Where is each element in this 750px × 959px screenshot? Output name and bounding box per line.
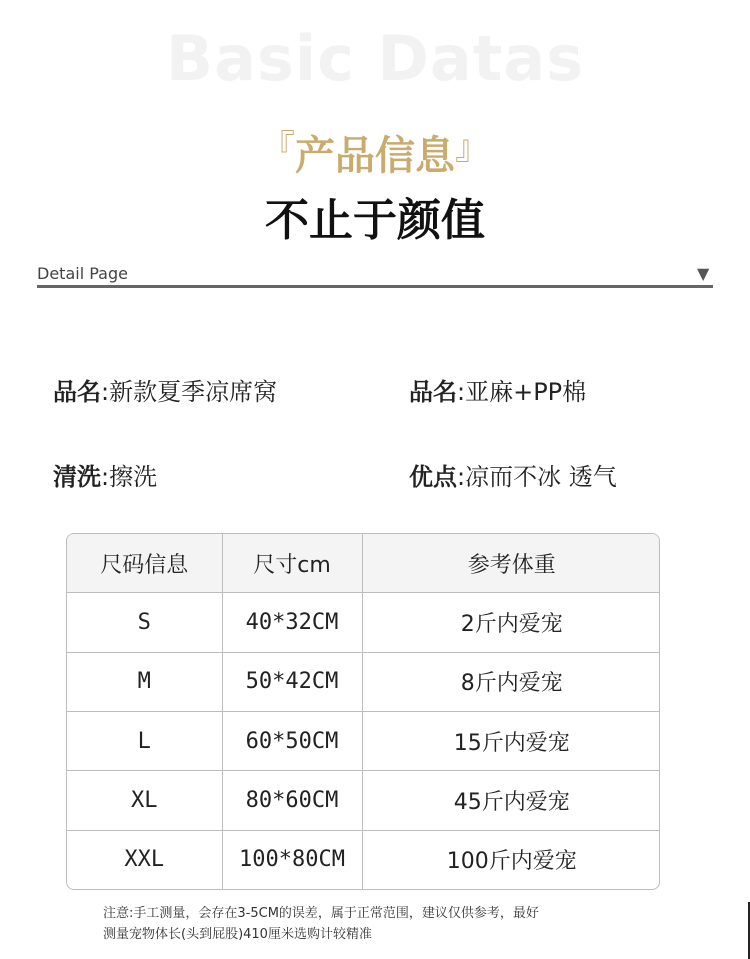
cell-dimensions: 50*42CM [222, 652, 362, 711]
section-title [0, 120, 750, 181]
info-sep: : [101, 378, 110, 406]
title-bracket-open: 『 [261, 128, 295, 168]
info-key: 优点 [409, 463, 457, 491]
table-row [67, 593, 660, 652]
cell-dimensions: 60*50CM [222, 711, 362, 770]
info-key: 清洗 [53, 463, 101, 491]
measurement-note [103, 903, 663, 945]
info-material [409, 372, 586, 407]
info-key: 品名 [409, 378, 457, 406]
cell-weight: 100斤内爱宠 [362, 830, 660, 889]
cell-weight: 15斤内爱宠 [362, 711, 660, 770]
cell-size: XL [67, 771, 222, 830]
table-row [67, 830, 660, 889]
info-advantage [409, 457, 617, 492]
info-value: 亚麻+PP棉 [465, 378, 587, 406]
info-value: 凉而不冰 透气 [465, 463, 617, 491]
info-value: 擦洗 [109, 463, 158, 491]
info-sep: : [457, 378, 466, 406]
info-washing [53, 457, 157, 492]
cell-weight: 8斤内爱宠 [362, 652, 660, 711]
cell-size: S [67, 593, 222, 652]
table-row [67, 711, 660, 770]
info-value: 新款夏季凉席窝 [109, 378, 278, 406]
note-line: 测量宠物体长(头到屁股)410厘米选购计较精准 [103, 927, 372, 942]
cell-dimensions: 100*80CM [222, 830, 362, 889]
cell-size: M [67, 652, 222, 711]
cell-size: L [67, 711, 222, 770]
size-table [66, 533, 660, 890]
info-product-name [53, 372, 277, 407]
header-size-info: 尺码信息 [67, 534, 222, 593]
table-header-row [67, 534, 660, 593]
cell-weight: 45斤内爱宠 [362, 771, 660, 830]
cell-dimensions: 80*60CM [222, 771, 362, 830]
info-sep: : [101, 463, 110, 491]
note-line: 注意:手工测量，会存在3-5CM的误差，属于正常范围，建议仅供参考，最好 [103, 906, 539, 921]
background-watermark-text: Basic Datas [165, 22, 585, 95]
header-weight: 参考体重 [362, 534, 660, 593]
triangle-down-icon: ▼ [697, 264, 710, 283]
cell-dimensions: 40*32CM [222, 593, 362, 652]
title-text: 产品信息 [295, 133, 455, 179]
cell-weight: 2斤内爱宠 [362, 593, 660, 652]
info-sep: : [457, 463, 466, 491]
table-row [67, 771, 660, 830]
detail-page-label: Detail Page [37, 264, 128, 283]
title-bracket-close: 』 [455, 128, 489, 168]
cell-size: XXL [67, 830, 222, 889]
header-dimensions: 尺寸cm [222, 534, 362, 593]
section-subtitle: 不止于颜值 [265, 195, 485, 246]
table-row [67, 652, 660, 711]
info-key: 品名 [53, 378, 101, 406]
detail-divider [37, 285, 713, 288]
